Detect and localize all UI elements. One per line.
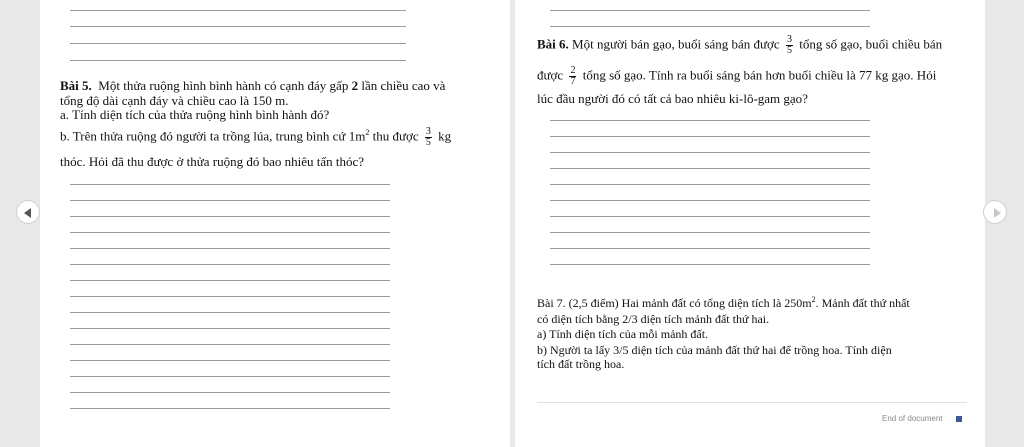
answer-line [70,328,390,329]
bai6-line2 [537,66,936,87]
bai5-sup: 2 [365,128,370,138]
bai5-line1 [60,79,445,93]
answer-line [70,60,406,61]
answer-line [550,10,870,11]
bai7-line4: b) Người ta lấy 3/5 diện tích của mảnh đất thứ hai để trồng hoa. Tính diện [537,343,892,357]
page-right [515,0,985,447]
bai6-title: Bài 6. [537,36,569,52]
bai7-line3: a) Tính diện tích của mỗi mảnh đất. [537,327,709,341]
frac-den: 5 [425,137,431,148]
answer-line [70,408,390,409]
answer-line [70,376,390,377]
answer-line [70,232,390,233]
answer-line [550,120,870,121]
bai5-text-4a: b. Trên thửa ruộng đó người ta trồng lúa, trung bình cứ 1m [60,128,366,144]
answer-line [70,43,406,44]
answer-line [550,168,870,169]
bai6-line3: lúc đầu người đó có tất cả bao nhiêu ki-lô-gam gạo? [537,91,808,106]
answer-line [70,280,390,281]
bai5-line2: tổng độ dài cạnh đáy và chiều cao là 150 m. [60,93,289,108]
bai5-text-1b: lần chiều cao và [358,78,446,93]
answer-line [550,136,870,137]
answer-line [550,248,870,249]
fraction-3-5 [425,127,432,148]
answer-line [70,26,406,27]
answer-line [550,200,870,201]
bai7-sup: 2 [811,295,816,304]
end-of-document-marker [956,416,962,422]
answer-line [70,264,390,265]
bai5-title: Bài 5. [60,78,92,93]
bai6-text-1a: Một người bán gạo, buổi sáng bán được [568,36,783,52]
bai5-bold-2: 2 [351,78,359,93]
bai5-text-4c: kg [434,128,452,144]
bai5-text-1a: Một thửa ruộng hình bình hành có cạnh đáy gấp [98,78,352,93]
answer-line [550,216,870,217]
answer-line [70,10,406,11]
frac-num: 3 [425,126,431,137]
answer-line [70,184,390,185]
answer-line [70,312,390,313]
bai6-line1 [537,35,942,56]
frac-num: 3 [786,34,792,45]
answer-line [70,360,390,361]
answer-line [550,152,870,153]
chevron-left-icon [24,208,31,218]
end-divider [537,402,967,403]
bai7-text-1b: . Mảnh đất thứ nhất [815,296,910,310]
bai5-line3: a. Tính diện tích của thửa ruộng hình bình hành đó? [60,107,330,122]
answer-line [70,392,390,393]
fraction-2-7 [569,66,576,87]
frac-den: 5 [786,45,792,56]
bai7-line1 [537,296,910,310]
bai7-line5: tích đất trồng hoa. [537,357,625,371]
bai7-text-1a: Bài 7. (2,5 điểm) Hai mảnh đất có tổng diện tích là 250m [537,296,812,310]
answer-line [70,296,390,297]
prev-page-button[interactable] [16,200,40,224]
bai7-line2: có diện tích bằng 2/3 diện tích mảnh đất thứ hai. [537,312,770,326]
answer-line [550,264,870,265]
next-page-button[interactable] [983,200,1007,224]
bai5-line5: thóc. Hỏi đã thu được ở thửa ruộng đó bao nhiêu tấn thóc? [60,154,365,169]
end-of-document-label: End of document [882,414,943,423]
bai6-text-1b: tổng số gạo, buổi chiều bán [795,36,943,52]
answer-line [550,184,870,185]
page-left [40,0,510,447]
frac-den: 7 [570,76,576,87]
answer-line [550,26,870,27]
answer-line [70,216,390,217]
answer-line [550,232,870,233]
bai5-text-4b: thu được [369,128,422,144]
bai6-text-2a: được [537,67,567,83]
answer-line [70,344,390,345]
answer-line [70,200,390,201]
bai6-text-2b: tổng số gạo. Tính ra buổi sáng bán hơn buổi chiều là 77 kg gạo. Hỏi [579,67,937,83]
bai5-line4 [60,127,451,148]
answer-line [70,248,390,249]
chevron-right-icon [994,208,1001,218]
fraction-3-5 [786,35,793,56]
frac-num: 2 [570,65,576,76]
